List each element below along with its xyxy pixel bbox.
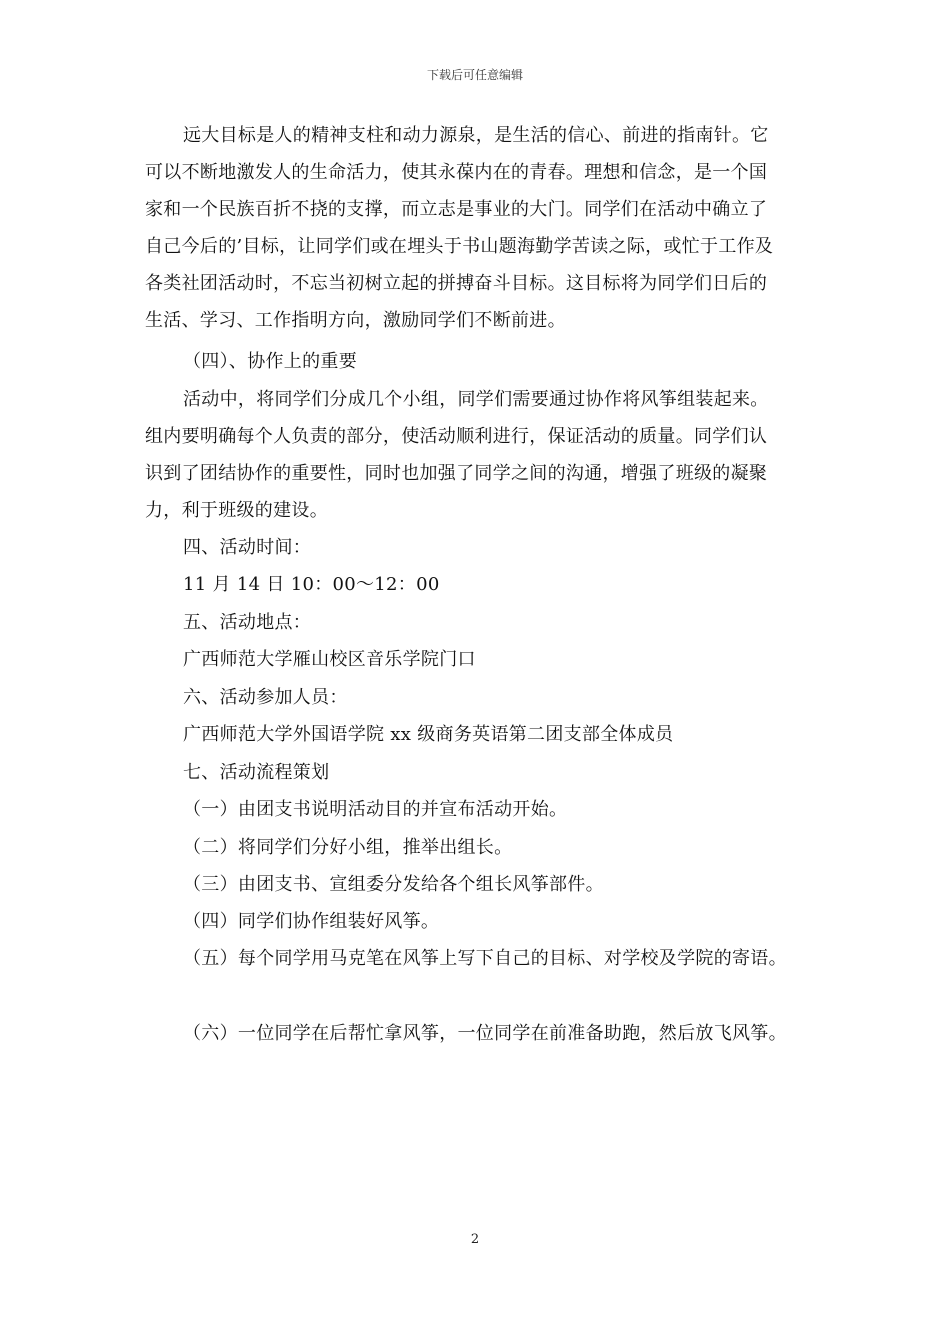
process-step: （五）每个同学用马克笔在风筝上写下自己的目标、对学校及学院的寄语。 bbox=[183, 948, 787, 969]
process-step: （三）由团支书、宣组委分发给各个组长风筝部件。 bbox=[183, 874, 604, 895]
location-value: 广西师范大学雁山校区音乐学院门口 bbox=[183, 649, 476, 670]
paragraph-line: 可以不断地激发人的生命活力，使其永葆内在的青春。理想和信念，是一个国 bbox=[145, 162, 768, 183]
process-step: （六）一位同学在后帮忙拿风筝，一位同学在前准备助跑，然后放飞风筝。 bbox=[183, 1023, 787, 1044]
time-heading: 四、活动时间： bbox=[183, 537, 312, 558]
participants-heading: 六、活动参加人员： bbox=[183, 687, 348, 708]
paragraph-line: 家和一个民族百折不挠的支撑，而立志是事业的大门。同学们在活动中确立了 bbox=[145, 199, 768, 220]
process-step: （二）将同学们分好小组，推举出组长。 bbox=[183, 837, 513, 858]
process-step: （一）由团支书说明活动目的并宣布活动开始。 bbox=[183, 799, 568, 820]
paragraph-line: 活动中，将同学们分成几个小组，同学们需要通过协作将风筝组装起来。 bbox=[183, 389, 769, 410]
participants-value: 广西师范大学外国语学院 xx 级商务英语第二团支部全体成员 bbox=[183, 724, 674, 745]
section-heading: （四）、协作上的重要 bbox=[183, 351, 357, 372]
paragraph-line: 自己今后的’目标，让同学们或在埋头于书山题海勤学苦读之际，或忙于工作及 bbox=[145, 236, 774, 257]
page-header: 下载后可任意编辑 bbox=[426, 68, 523, 82]
paragraph-line: 生活、学习、工作指明方向，激励同学们不断前进。 bbox=[145, 310, 566, 331]
paragraph-line: 力，利于班级的建设。 bbox=[145, 500, 328, 521]
location-heading: 五、活动地点： bbox=[183, 612, 312, 633]
page-number: 2 bbox=[470, 1232, 480, 1247]
paragraph-line: 组内要明确每个人负责的部分，使活动顺利进行，保证活动的质量。同学们认 bbox=[145, 426, 768, 447]
time-value: 11 月 14 日 10：00～12：00 bbox=[183, 574, 440, 595]
process-heading: 七、活动流程策划 bbox=[183, 762, 330, 783]
process-step: （四）同学们协作组装好风筝。 bbox=[183, 911, 440, 932]
paragraph-line: 识到了团结协作的重要性，同时也加强了同学之间的沟通，增强了班级的凝聚 bbox=[145, 463, 768, 484]
paragraph-line: 远大目标是人的精神支柱和动力源泉，是生活的信心、前进的指南针。它 bbox=[183, 125, 769, 146]
paragraph-line: 各类社团活动时，不忘当初树立起的拼搏奋斗目标。这目标将为同学们日后的 bbox=[145, 273, 768, 294]
